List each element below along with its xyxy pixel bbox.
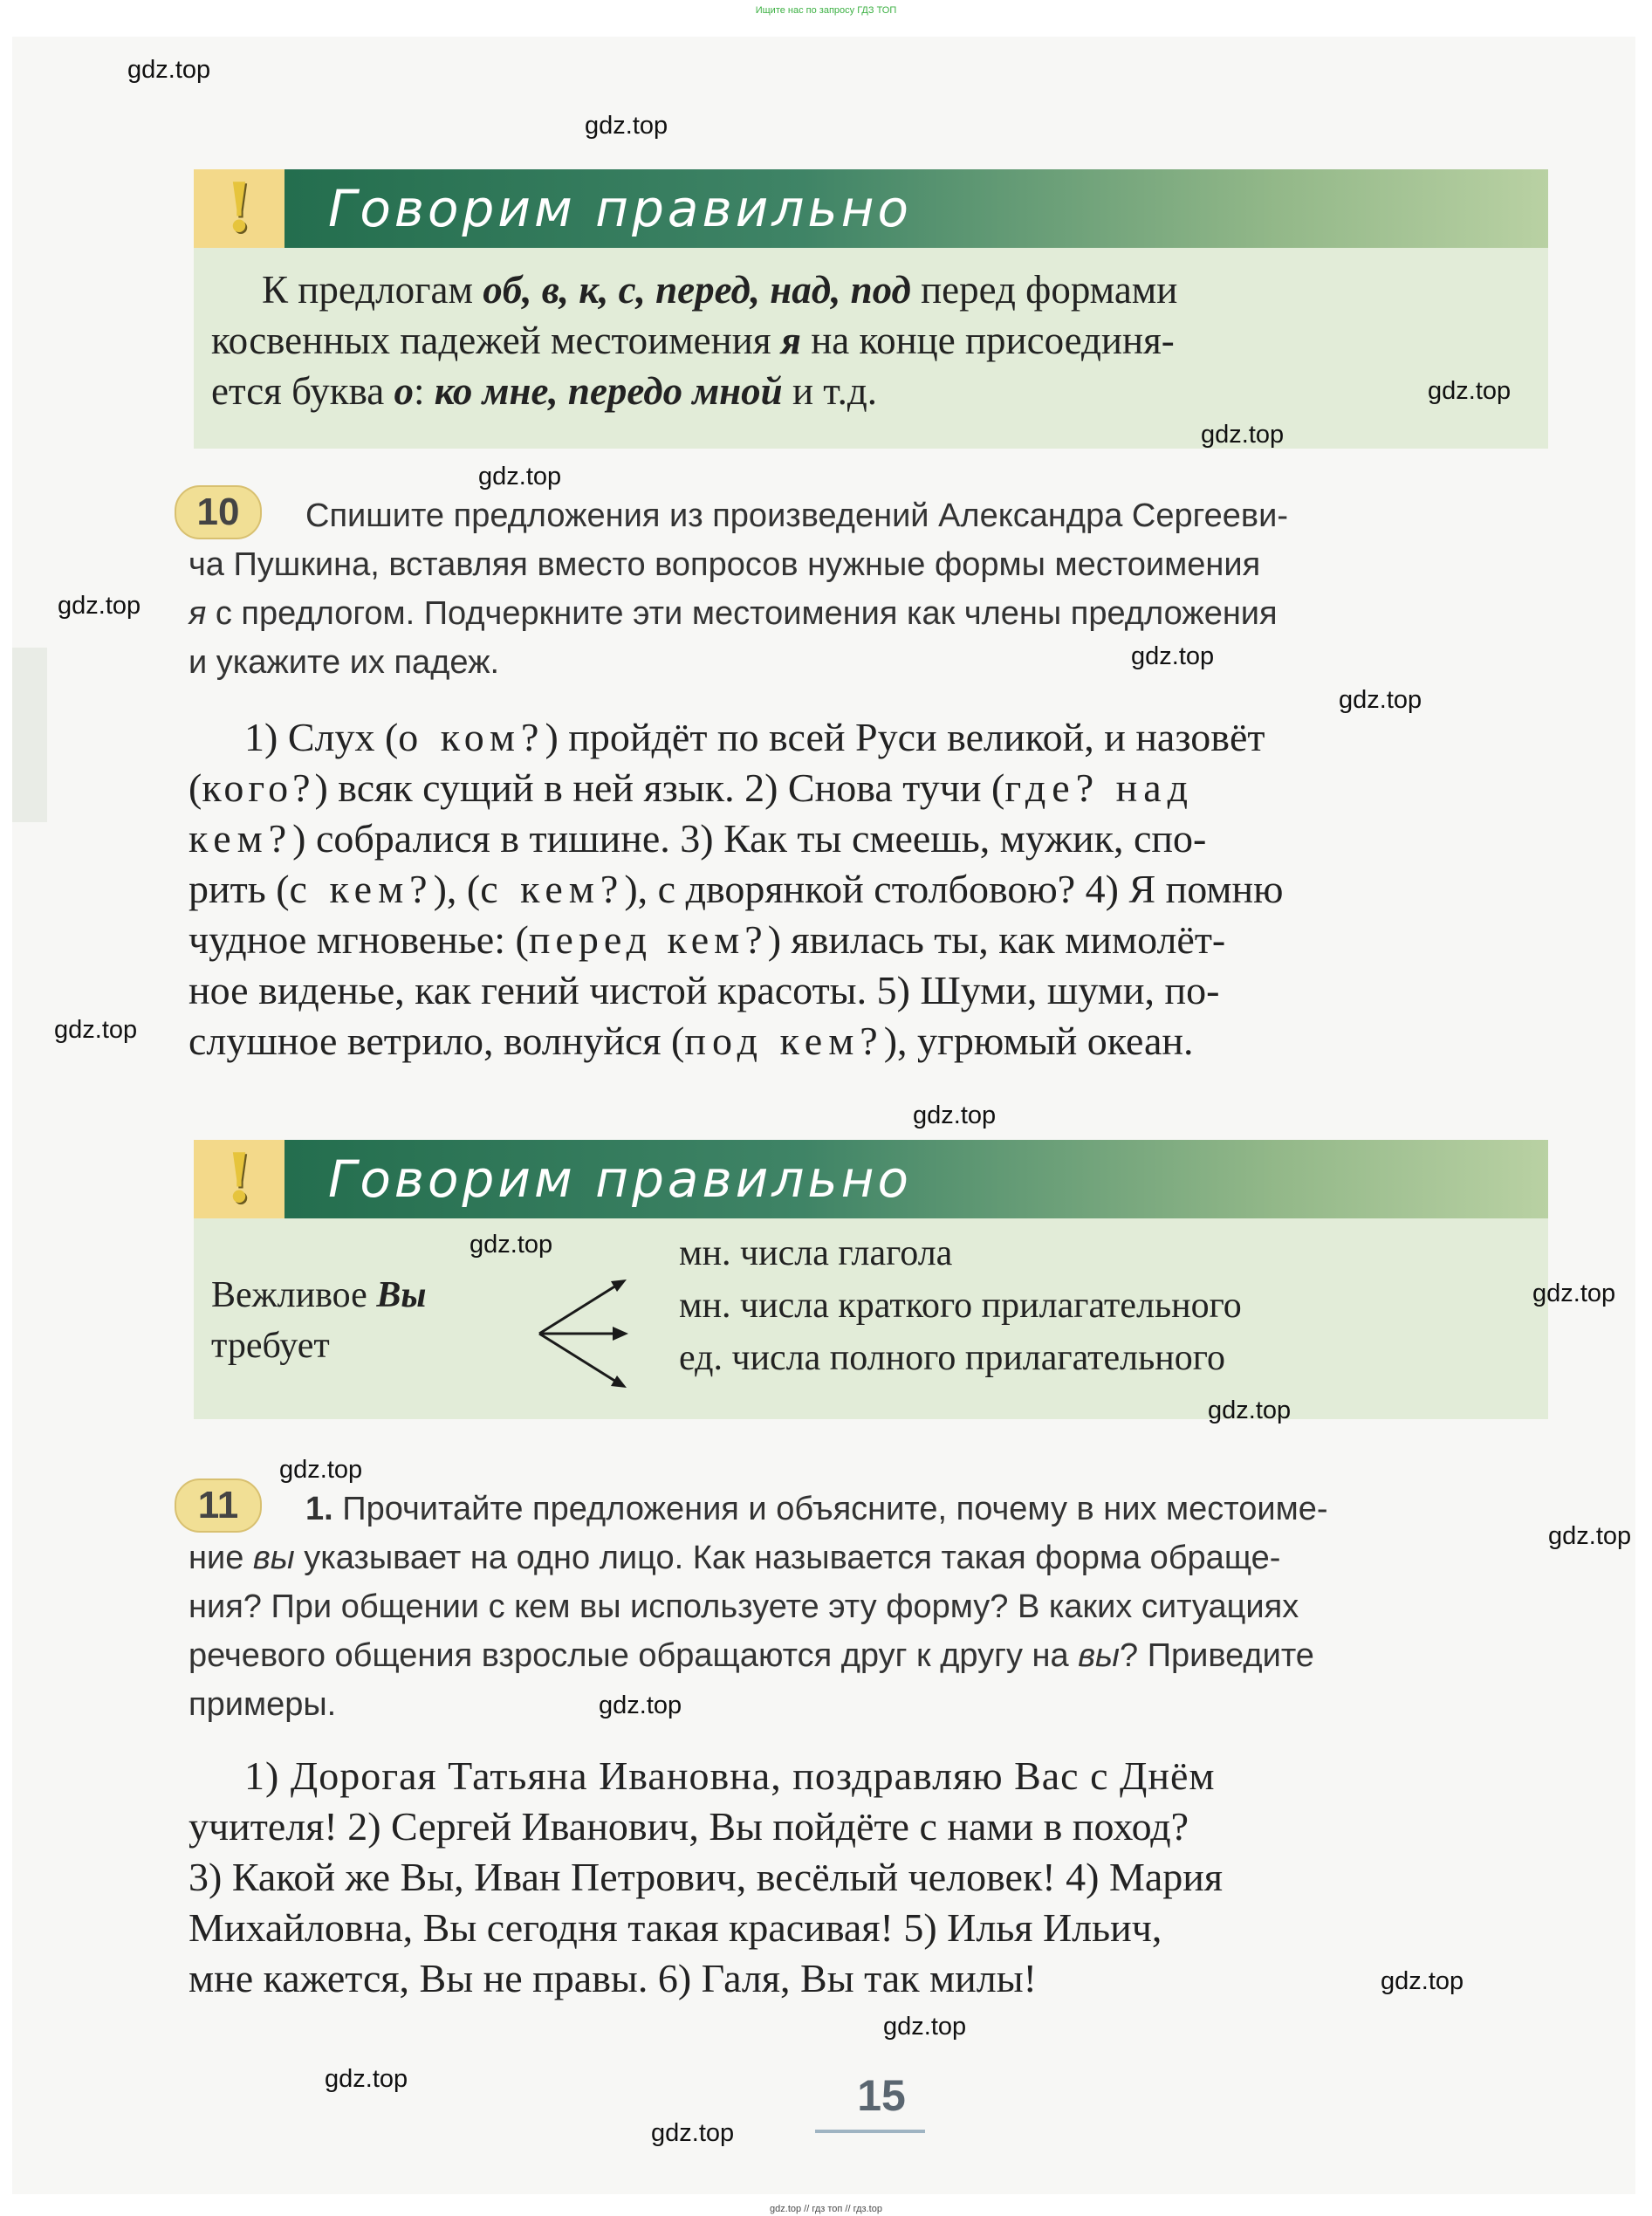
text-line: слушное ветрило, волнуйся (под кем?), угрюмый океан. — [189, 1019, 1194, 1063]
watermark: gdz.top — [1208, 1396, 1292, 1424]
rule-line-2: косвенных падежей местоимения я на конце присоединя- — [211, 319, 1175, 362]
watermark: gdz.top — [1131, 642, 1215, 670]
watermark: gdz.top — [599, 1691, 682, 1719]
watermark: gdz.top — [1548, 1522, 1632, 1550]
rule-body — [194, 1218, 1548, 1419]
rule-title: Говорим правильно — [328, 179, 912, 238]
watermark: gdz.top — [1339, 686, 1422, 714]
rule-box-1 — [194, 169, 1548, 449]
text-line: ное виденье, как гений чистой красоты. 5) Шуми, шуми, по- — [189, 968, 1220, 1012]
watermark: gdz.top — [1201, 421, 1285, 449]
text-line: учителя! 2) Сергей Иванович, Вы пойдёте с нами в поход? — [189, 1804, 1189, 1849]
task-line: Спишите предложения из произведений Александра Сергееви- — [305, 497, 1288, 534]
text-line: чудное мгновенье: (перед кем?) явилась ты, как мимолёт- — [189, 917, 1226, 962]
watermark: gdz.top — [913, 1101, 997, 1129]
watermark: gdz.top — [325, 2065, 408, 2093]
rule-body — [194, 248, 1548, 449]
task-line: 1. Прочитайте предложения и объясните, почему в них местоиме- — [305, 1491, 1328, 1527]
text-line: рить (с кем?), (с кем?), с дворянкой столбовою? 4) Я помню — [189, 867, 1284, 911]
task-line: речевого общения взрослые обращаются друг к другу на вы? Приведите — [189, 1637, 1314, 1674]
watermark: gdz.top — [478, 463, 562, 491]
watermark: gdz.top — [54, 1016, 138, 1044]
watermark: gdz.top — [1428, 377, 1511, 405]
task-line: ния? При общении с кем вы используете эту форму? В каких ситуациях — [189, 1588, 1299, 1625]
text-line: 1) Слух (о ком?) пройдёт по всей Руси великой, и назовёт — [244, 715, 1265, 759]
task-line: и укажите их падеж. — [189, 644, 500, 681]
text-line: (кого?) всяк сущий в ней язык. 2) Снова тучи (где? над — [189, 765, 1195, 810]
task-line: примеры. — [189, 1686, 337, 1723]
exclamation-icon: ! — [194, 1140, 284, 1218]
watermark: gdz.top — [279, 1456, 363, 1484]
rule-target: мн. числа краткого прилагательного — [679, 1286, 1242, 1326]
text-line: Михайловна, Вы сегодня такая красивая! 5) Илья Ильич, — [189, 1905, 1162, 1950]
watermark: gdz.top — [58, 592, 141, 620]
exercise-number-badge: 10 — [175, 485, 262, 539]
watermark: gdz.top — [883, 2013, 967, 2041]
task-line: ча Пушкина, вставляя вместо вопросов нужные формы местоимения — [189, 546, 1261, 583]
watermark: gdz.top — [585, 112, 668, 140]
requires-label: требует — [211, 1326, 330, 1366]
rule-target: мн. числа глагола — [679, 1233, 953, 1273]
rule-line-3: ется буква о: ко мне, передо мной и т.д. — [211, 369, 877, 413]
rule-title: Говорим правильно — [328, 1149, 912, 1209]
text-line: 3) Какой же Вы, Иван Петрович, весёлый человек! 4) Мария — [189, 1855, 1224, 1899]
arrows-icon — [536, 1271, 632, 1393]
exclamation-icon: ! — [194, 169, 284, 248]
watermark: gdz.top — [127, 56, 211, 84]
text-line: 1) Дорогая Татьяна Ивановна, поздравляю Вас с Днём — [244, 1753, 1216, 1798]
watermark: gdz.top — [1532, 1280, 1616, 1307]
task-line: ние вы указывает на одно лицо. Как называется такая форма обраще- — [189, 1540, 1281, 1576]
page-number: 15 — [857, 2071, 906, 2120]
rule-target: ед. числа полного прилагательного — [679, 1338, 1225, 1378]
rule-box-2 — [194, 1140, 1548, 1419]
text-line: кем?) собралися в тишине. 3) Как ты смеешь, мужик, спо- — [189, 816, 1207, 861]
watermark: gdz.top — [651, 2119, 735, 2147]
text-line: мне кажется, Вы не правы. 6) Галя, Вы так милы! — [189, 1956, 1037, 2000]
page-number-underline — [815, 2130, 925, 2133]
exercise-number-badge: 11 — [175, 1478, 262, 1533]
polite-vy-label: Вежливое Вы — [211, 1275, 427, 1315]
rule-line-1: К предлогам об, в, к, с, перед, над, под перед формами — [262, 268, 1178, 312]
watermark: gdz.top — [1381, 1967, 1464, 1995]
task-line: я с предлогом. Подчеркните эти местоимения как члены предложения — [189, 595, 1278, 632]
page-shadow — [12, 648, 47, 822]
watermark: gdz.top — [470, 1231, 553, 1259]
top-note: Ищите нас по запросу ГДЗ ТОП — [755, 5, 897, 16]
bottom-note: gdz.top // гдз топ // гдз.top — [770, 2204, 882, 2214]
